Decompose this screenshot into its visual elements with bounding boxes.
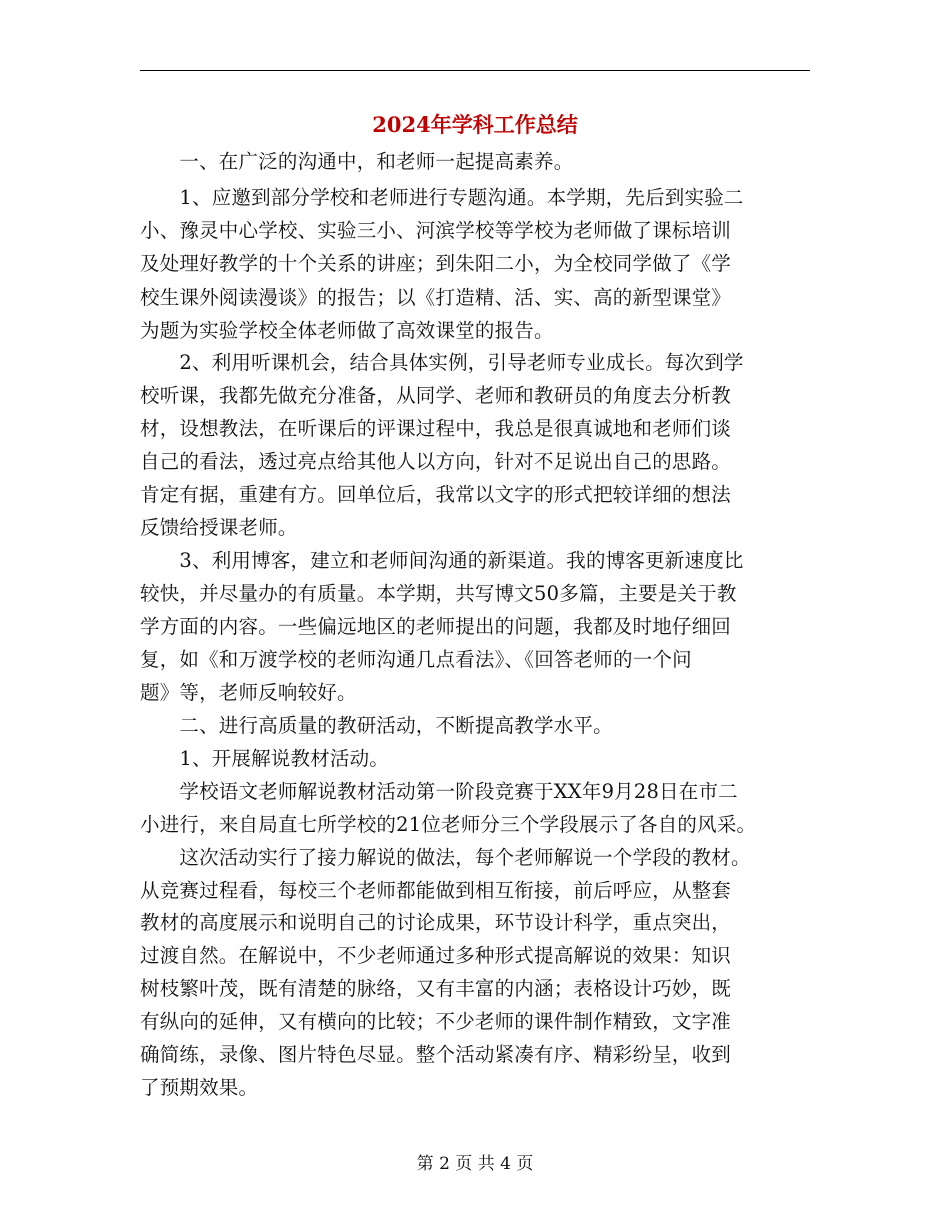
text-line: 小进行，来自局直七所学校的21位老师分三个学段展示了各自的风采。 [140,813,757,836]
text-line: 从竞赛过程看，每校三个老师都能做到相互衔接，前后呼应，从整套 [140,879,732,902]
text-line: 教材的高度展示和说明自己的讨论成果，环节设计科学，重点突出， [140,911,732,934]
text-line: 这次活动实行了接力解说的做法，每个老师解说一个学段的教材。 [140,846,751,869]
text-line: 材，设想教法，在听课后的评课过程中，我总是很真诚地和老师们谈 [140,417,732,440]
text-line: 校生课外阅读漫谈》的报告；以《打造精、活、实、高的新型课堂》 [140,286,732,309]
text-line: 树枝繁叶茂，既有清楚的脉络，又有丰富的内涵；表格设计巧妙，既 [140,977,732,1000]
text-line: 有纵向的延伸，又有横向的比较；不少老师的课件制作精致，文字准 [140,1010,732,1033]
text-line: 学校语文老师解说教材活动第一阶段竞赛于XX年9月28日在市二 [140,780,738,803]
text-line: 二、进行高质量的教研活动，不断提高教学水平。 [140,714,613,737]
text-line: 学方面的内容。一些偏远地区的老师提出的问题，我都及时地仔细回 [140,615,732,638]
text-line: 自己的看法，透过亮点给其他人以方向，针对不足说出自己的思路。 [140,450,732,473]
text-line: 1、开展解说教材活动。 [140,747,390,770]
text-line: 一、在广泛的沟通中，和老师一起提高素养。 [140,150,574,173]
text-line: 3、利用博客，建立和老师间沟通的新渠道。我的博客更新速度比 [140,549,744,572]
text-line: 复，如《和万渡学校的老师沟通几点看法》、《回答老师的一个问 [140,648,692,671]
text-line: 了预期效果。 [140,1076,259,1099]
text-line: 小、豫灵中心学校、实验三小、河滨学校等学校为老师做了课标培训 [140,219,732,242]
header-rule [140,70,810,71]
text-line: 肯定有据，重建有方。回单位后，我常以文字的形式把较详细的想法 [140,483,732,506]
text-line: 为题为实验学校全体老师做了高效课堂的报告。 [140,319,554,342]
page-footer: 第 2 页 共 4 页 [416,1154,534,1174]
text-line: 校听课，我都先做充分准备，从同学、老师和教研员的角度去分析教 [140,384,732,407]
text-line: 较快，并尽量办的有质量。本学期，共写博文50多篇，主要是关于教 [140,582,737,605]
document-title: 2024年学科工作总结 [372,112,578,137]
text-line: 过渡自然。在解说中，不少老师通过多种形式提高解说的效果：知识 [140,944,732,967]
text-line: 题》等，老师反响较好。 [140,681,357,704]
text-line: 1、应邀到部分学校和老师进行专题沟通。本学期，先后到实验二 [140,186,744,209]
text-line: 2、利用听课机会，结合具体实例，引导老师专业成长。每次到学 [140,351,744,374]
text-line: 及处理好教学的十个关系的讲座；到朱阳二小，为全校同学做了《学 [140,252,732,275]
text-line: 确简练，录像、图片特色尽显。整个活动紧凑有序、精彩纷呈，收到 [140,1043,732,1066]
text-line: 反馈给授课老师。 [140,516,298,539]
